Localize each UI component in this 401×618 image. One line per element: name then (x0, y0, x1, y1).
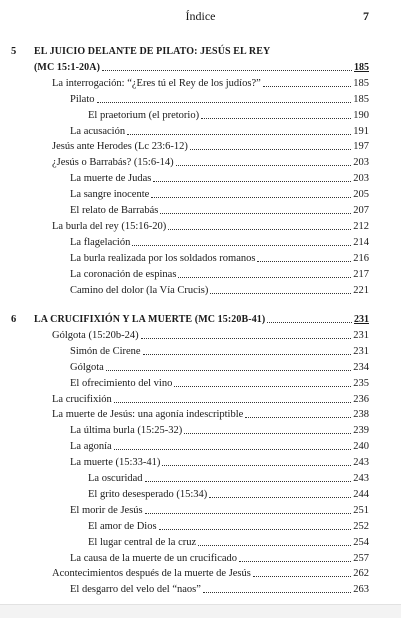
toc-page-number: 231 (354, 314, 369, 325)
toc-entry-title: La muerte de Jesús: una agonía indescriptible (52, 409, 244, 421)
toc-entry-title: Jesús ante Herodes (Lc 23:6-12) (52, 141, 188, 153)
toc-entry (70, 440, 369, 454)
toc-page-number: 185 (354, 61, 369, 73)
toc-entry-title: La flagelación (70, 236, 131, 248)
dot-leader (184, 424, 351, 434)
toc-entry (70, 377, 369, 391)
dot-leader (239, 552, 351, 562)
toc-entry (88, 109, 369, 123)
toc-entry-title: La burla del rey (15:16-20) (52, 220, 167, 232)
dot-leader (190, 140, 351, 150)
dot-leader (168, 220, 351, 230)
toc-entry-title: EL JUICIO DELANTE DE PILATO: JESÚS EL REY (34, 46, 271, 57)
dot-leader (102, 61, 352, 71)
toc-entry-title: Gólgota (70, 361, 104, 373)
toc-entry (52, 220, 369, 234)
toc-entry (70, 268, 369, 282)
toc-row (0, 329, 401, 343)
toc-row (0, 472, 401, 486)
toc-entry-title: El praetorium (el pretorio) (88, 109, 200, 121)
toc-entry (70, 504, 369, 518)
toc-entry-title: La sangre inocente (70, 189, 150, 201)
toc-row (0, 583, 401, 597)
toc-row (0, 77, 401, 91)
toc-row (0, 220, 401, 234)
toc-page-number: 243 (353, 473, 369, 484)
toc-row (0, 284, 401, 298)
toc-entry-title: Camino del dolor (la Vía Crucis) (70, 284, 209, 296)
dot-leader (127, 125, 351, 135)
toc-page-number: 221 (353, 284, 369, 296)
toc-entry-title: Gólgota (15:20b-24) (52, 329, 139, 341)
toc-entry-title: El amor de Dios (88, 520, 157, 532)
toc-entry-title: Simón de Cirene (70, 345, 141, 357)
toc-row (0, 536, 401, 550)
toc-entry-title: El desgarro del velo del “naos” (70, 584, 201, 596)
toc-entry-title: La última burla (15:25-32) (70, 425, 183, 437)
toc-page-number: 231 (353, 345, 369, 357)
toc-entry (52, 408, 369, 422)
dot-leader (160, 204, 351, 214)
toc-row (0, 236, 401, 250)
running-header (0, 9, 401, 25)
toc-entry (70, 252, 369, 266)
toc-row (0, 377, 401, 391)
toc-entry (70, 284, 369, 298)
toc-entry (52, 329, 369, 343)
chapter-number: 5 (11, 46, 17, 57)
toc-entry (34, 61, 369, 75)
toc-entry-title: La coronación de espinas (70, 268, 177, 280)
toc-row (0, 567, 401, 581)
toc-entry (70, 236, 369, 250)
dot-leader (198, 536, 351, 546)
dot-leader (106, 361, 351, 371)
toc-page-number: 203 (353, 157, 369, 169)
toc-page-number: 262 (353, 568, 369, 580)
toc-row (0, 109, 401, 123)
toc-page-number: 214 (353, 236, 369, 248)
toc-page-number: 244 (353, 488, 369, 500)
toc-page-number: 254 (353, 536, 369, 548)
toc-entry-title: Acontecimientos después de la muerte de Jesús (52, 568, 251, 580)
toc-entry (70, 424, 369, 438)
toc-page-number: 236 (353, 393, 369, 405)
dot-leader (145, 504, 352, 514)
toc-entry-title: La interrogación: “¿Eres tú el Rey de los judíos?” (52, 77, 261, 89)
dot-leader (162, 456, 351, 466)
toc-page-number: 240 (353, 441, 369, 453)
dot-leader (176, 156, 352, 166)
toc-row (0, 140, 401, 154)
toc-row (0, 172, 401, 186)
toc-entry-title: ¿Jesús o Barrabás? (15:6-14) (52, 157, 174, 169)
toc-row (0, 456, 401, 470)
toc-entry (70, 456, 369, 470)
toc-entry-title: (MC 15:1-20A) (34, 61, 101, 73)
dot-leader (114, 393, 351, 403)
toc-entry (52, 140, 369, 154)
chapter-number: 6 (11, 314, 17, 325)
toc-page-number: 243 (353, 457, 369, 469)
toc-page-number: 197 (353, 141, 369, 153)
dot-leader (114, 440, 352, 450)
toc-entry-title: El morir de Jesús (70, 504, 143, 516)
dot-leader (201, 109, 351, 119)
toc-page-number: 263 (353, 584, 369, 596)
toc-entry (88, 472, 369, 486)
toc-row (0, 252, 401, 266)
toc-entry-title: El relato de Barrabás (70, 205, 159, 216)
dot-leader (203, 583, 351, 593)
toc-entry (52, 567, 369, 581)
toc-row (0, 393, 401, 407)
page-bottom-edge (0, 604, 401, 618)
toc-page-number: 207 (353, 205, 369, 216)
toc-page-number: 185 (353, 93, 369, 105)
dot-leader (132, 236, 351, 246)
toc-entry (70, 583, 369, 597)
toc-entry (88, 520, 369, 534)
toc-entry-title: La muerte (15:33-41) (70, 457, 161, 469)
toc-entry-title: La acusación (70, 125, 126, 137)
toc-page-number: 239 (353, 425, 369, 437)
toc-page-number: 212 (353, 220, 369, 232)
toc-row (0, 268, 401, 282)
toc-page-number: 216 (353, 252, 369, 264)
toc-row (0, 552, 401, 566)
toc-entry (70, 552, 369, 566)
toc-page-number: 238 (353, 409, 369, 421)
dot-leader (263, 77, 351, 87)
toc-entry-title: El ofrecimiento del vino (70, 377, 173, 389)
dot-leader (141, 329, 352, 339)
toc-entry-title: La crucifixión (52, 393, 112, 405)
toc-entry (88, 488, 369, 502)
toc-entry-title: La muerte de Judas (70, 173, 152, 185)
toc-entry (70, 172, 369, 186)
dot-leader (178, 268, 351, 278)
toc-entry-title: El grito desesperado (15:34) (88, 488, 208, 500)
toc-entry (52, 156, 369, 170)
toc-row (0, 156, 401, 170)
toc-entry (34, 313, 369, 327)
dot-leader (210, 284, 351, 294)
toc-page-number: 234 (353, 361, 369, 373)
toc-row (0, 408, 401, 422)
toc-entry (70, 188, 369, 202)
dot-leader (245, 408, 351, 418)
toc-entry (88, 536, 369, 550)
dot-leader (145, 472, 352, 482)
dot-leader (174, 377, 351, 387)
dot-leader (143, 345, 352, 355)
toc-entry-title: La burla realizada por los soldados romanos (70, 252, 256, 264)
toc-row (0, 204, 401, 218)
dot-leader (209, 488, 351, 498)
toc-row (0, 424, 401, 438)
toc-chapter-row (0, 45, 401, 59)
header-title: Índice (185, 9, 216, 23)
toc-row (0, 504, 401, 518)
toc-page-number: 190 (353, 109, 369, 121)
toc-row (0, 93, 401, 107)
toc-entry (70, 125, 369, 139)
toc-row (0, 488, 401, 502)
dot-leader (257, 252, 351, 262)
toc-entry (70, 361, 369, 375)
toc-entry-title: Pilato (70, 93, 95, 105)
toc-chapter-row (0, 313, 401, 327)
toc-entry-title: El lugar central de la cruz (88, 536, 197, 548)
toc-row (0, 520, 401, 534)
toc-entry (70, 93, 369, 107)
dot-leader (153, 172, 351, 182)
toc-row (0, 361, 401, 375)
toc-page-number: 252 (353, 520, 369, 532)
dot-leader (267, 313, 352, 323)
dot-leader (159, 520, 352, 530)
toc-page-number: 203 (353, 173, 369, 185)
header-page-number: 7 (363, 9, 369, 23)
toc-row (0, 188, 401, 202)
toc-page-number: 185 (353, 77, 369, 89)
toc-entry (70, 204, 369, 218)
dot-leader (151, 188, 351, 198)
toc-page-number: 205 (353, 189, 369, 201)
dot-leader (97, 93, 352, 103)
toc-entry (52, 393, 369, 407)
toc-entry-title: La causa de la muerte de un crucificado (70, 552, 238, 564)
dot-leader (253, 567, 351, 577)
toc-page-number: 235 (353, 377, 369, 389)
toc-page-number: 217 (353, 268, 369, 280)
toc-entry (52, 77, 369, 91)
toc-entry (34, 45, 369, 59)
toc-page-number: 191 (353, 125, 369, 137)
toc-page-number: 231 (353, 329, 369, 341)
toc-page-number: 251 (353, 504, 369, 516)
toc-row (0, 440, 401, 454)
toc-row (0, 345, 401, 359)
toc-chapter-row (0, 61, 401, 75)
toc-page-number: 257 (353, 552, 369, 564)
toc-entry-title: La agonía (70, 441, 112, 453)
toc-entry-title: La oscuridad (88, 473, 143, 484)
toc-entry-title: LA CRUCIFIXIÓN Y LA MUERTE (MC 15:20B-41) (34, 314, 266, 325)
toc-entry (70, 345, 369, 359)
toc-row (0, 125, 401, 139)
